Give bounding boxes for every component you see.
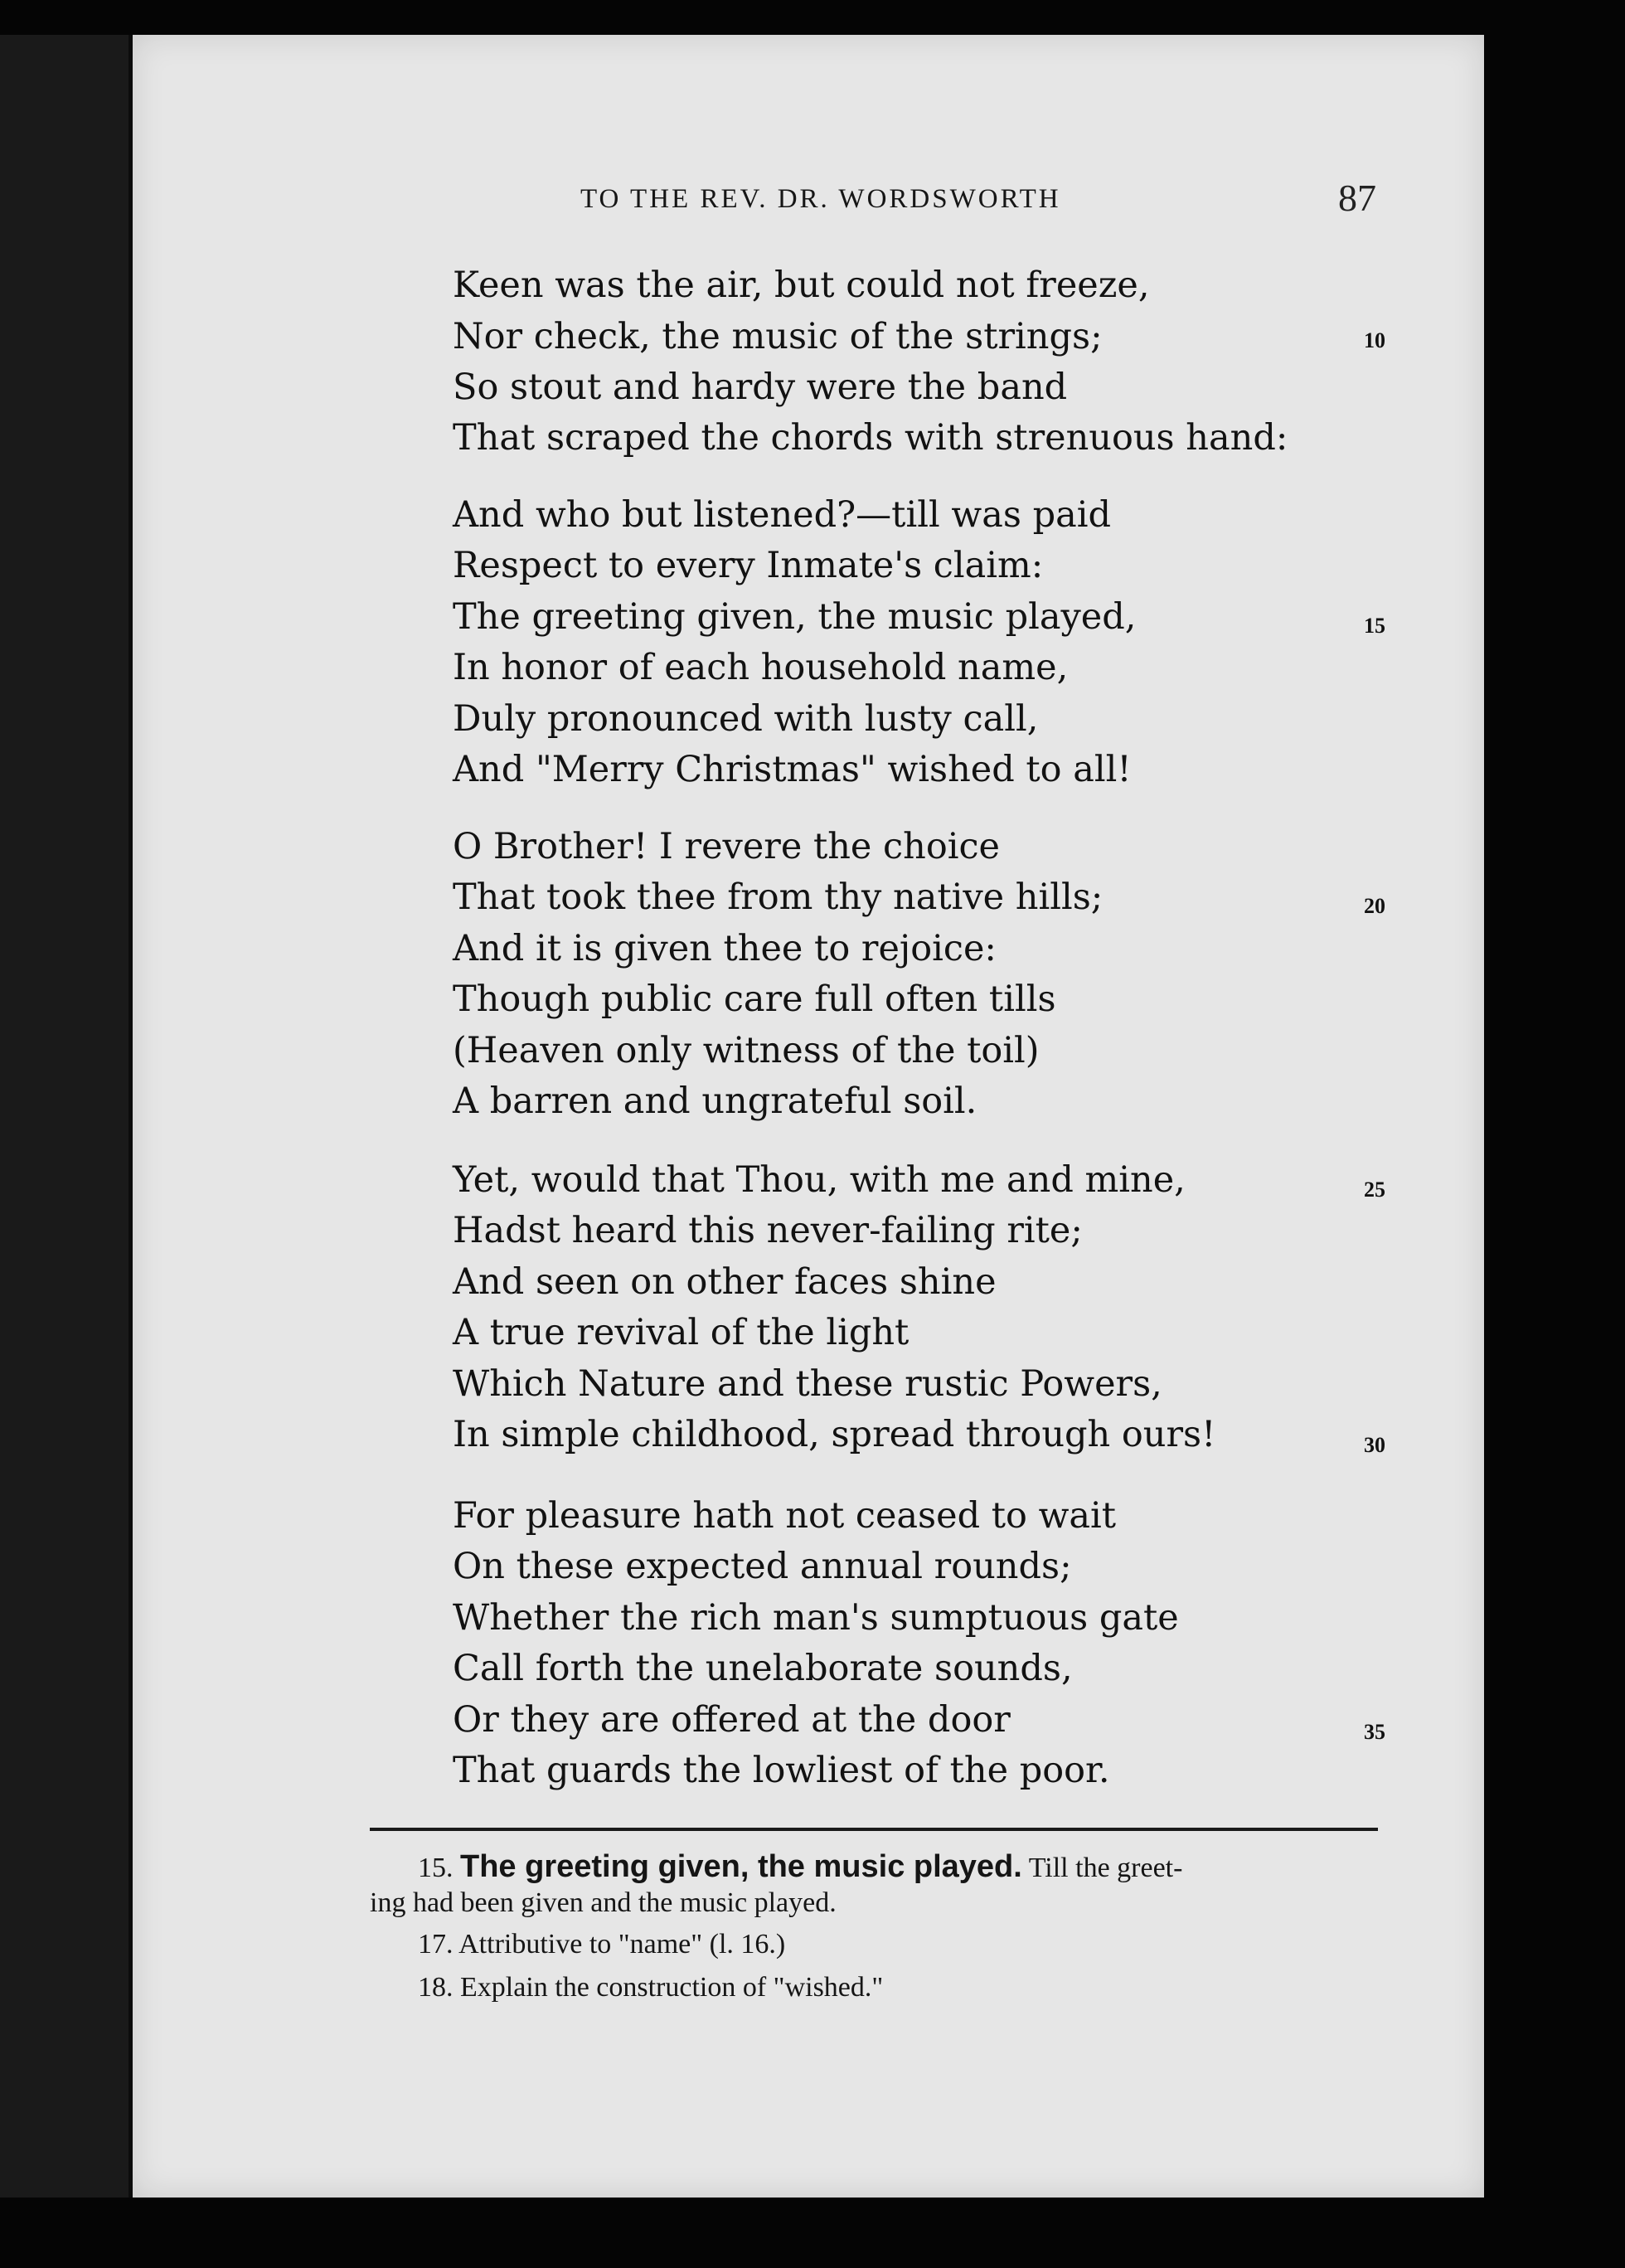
poem-line: O Brother! I revere the choice [453, 826, 1000, 867]
poem-line: (Heaven only witness of the toil) [453, 1030, 1040, 1071]
poem-line: Or they are offered at the door [453, 1699, 1011, 1741]
poem-line: Yet, would that Thou, with me and mine, [453, 1159, 1186, 1201]
page-number: 87 [1338, 177, 1376, 219]
poem-line: A barren and ungrateful soil. [453, 1081, 977, 1122]
poem-line: Which Nature and these rustic Powers, [453, 1363, 1162, 1405]
poem-line: Respect to every Inmate's claim: [453, 545, 1044, 586]
footnote-15 [418, 1849, 1182, 1885]
line-number: 15 [1364, 614, 1385, 638]
poem-line: On these expected annual rounds; [453, 1546, 1072, 1587]
poem-line: Nor check, the music of the strings; [453, 316, 1103, 357]
footnote-17: 17. Attributive to "name" (l. 16.) [418, 1929, 786, 1960]
footnote-text: Till the greet- [1028, 1853, 1183, 1883]
footnote-rule [370, 1828, 1378, 1831]
poem-line: In honor of each household name, [453, 647, 1069, 688]
poem-line: And "Merry Christmas" wished to all! [453, 749, 1132, 790]
poem-line: And it is given thee to rejoice: [453, 928, 997, 969]
footnote-number: 15. [418, 1853, 454, 1883]
poem-line: Duly pronounced with lusty call, [453, 698, 1039, 740]
line-number: 10 [1364, 328, 1385, 352]
poem-line: That scraped the chords with strenuous hand: [453, 417, 1288, 459]
poem-line: Whether the rich man's sumptuous gate [453, 1597, 1179, 1639]
poem-line: And who but listened?—till was paid [453, 494, 1112, 536]
poem-line: For pleasure hath not ceased to wait [453, 1495, 1117, 1537]
line-number: 35 [1364, 1720, 1385, 1744]
poem-line: The greeting given, the music played, [453, 596, 1137, 638]
running-head-title: TO THE REV. DR. WORDSWORTH [580, 184, 1061, 214]
poem-line: That took thee from thy native hills; [453, 877, 1104, 918]
line-number: 25 [1364, 1178, 1385, 1202]
poem-line: And seen on other faces shine [453, 1261, 997, 1303]
poem-line: Though public care full often tills [453, 979, 1056, 1020]
poem-line: So stout and hardy were the band [453, 367, 1068, 408]
poem-line: Call forth the unelaborate sounds, [453, 1648, 1073, 1689]
poem-line: Hadst heard this never-failing rite; [453, 1210, 1083, 1251]
footnote-18: 18. Explain the construction of "wished." [418, 1972, 884, 2003]
poem-line: A true revival of the light [453, 1312, 910, 1353]
line-number: 20 [1364, 894, 1385, 918]
poem-line: Keen was the air, but could not freeze, [453, 265, 1150, 306]
line-number: 30 [1364, 1433, 1385, 1457]
poem-line: That guards the lowliest of the poor. [453, 1750, 1110, 1791]
footnote-15-continued: ing had been given and the music played. [370, 1887, 837, 1918]
poem-line: In simple childhood, spread through ours! [453, 1414, 1216, 1455]
footnote-lemma: The greeting given, the music played. [460, 1849, 1022, 1884]
